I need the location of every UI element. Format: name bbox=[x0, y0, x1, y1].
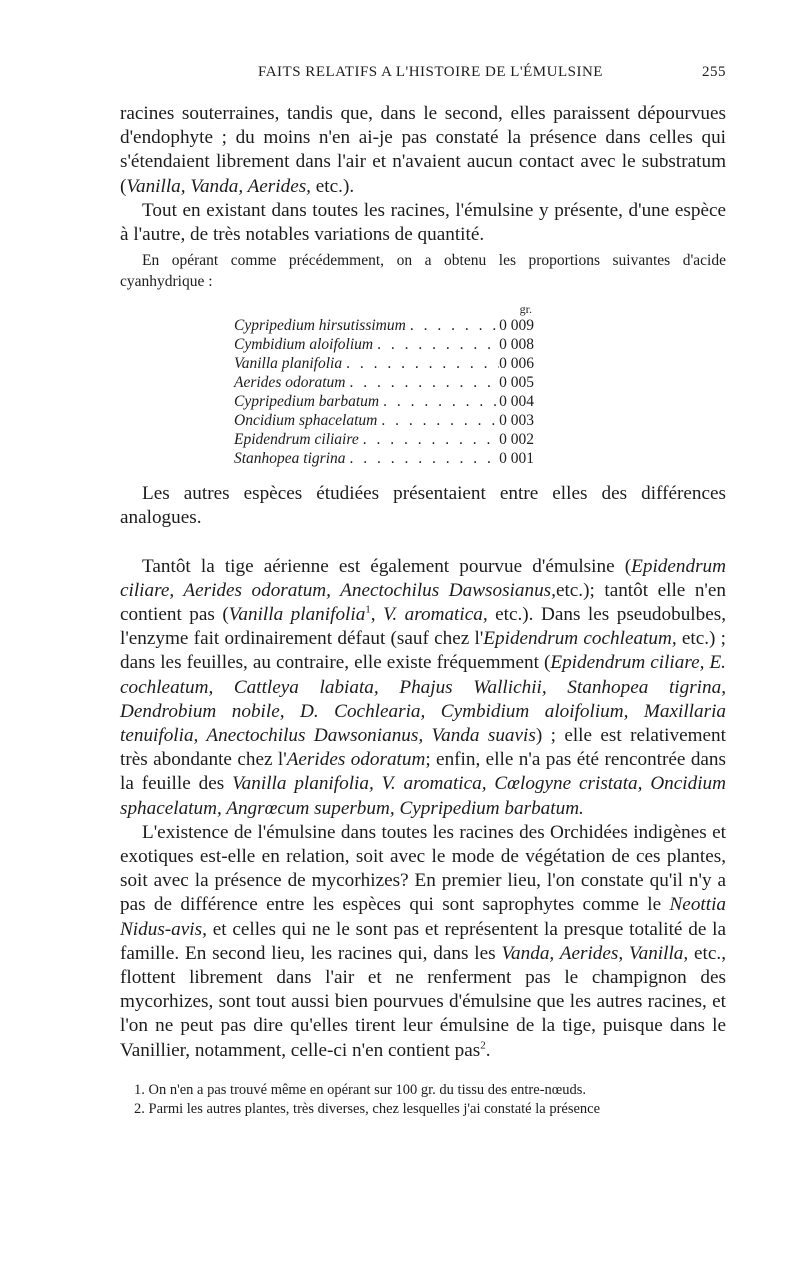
paragraph-proportions-intro: En opérant comme précédemment, on a obtenu les proportions suivantes d'acide cyanhydrique : bbox=[120, 252, 726, 290]
table-row bbox=[234, 430, 534, 449]
species-name: Vanilla planifolia bbox=[234, 355, 343, 373]
species-name: Stanhopea tigrina bbox=[234, 450, 346, 468]
species-name: Cypripedium barbatum bbox=[234, 393, 380, 411]
paragraph-continued: racines souterraines, tandis que, dans le second, elles paraissent dépourvues d'endophyte ; du moins n'en ai-je pas constaté la présence dans celles qui s'étendaient librement dans l'air et n'avaient aucun contact avec le substratum (Vanilla, Vanda, Aerides, etc.). bbox=[120, 103, 726, 197]
species-name: Cymbidium aloifolium bbox=[234, 336, 374, 354]
footnote-ref-2: 2 bbox=[480, 1039, 486, 1052]
paragraph-mycorhizes: L'existence de l'émulsine dans toutes les racines des Orchidées indigènes et exotiques est-elle en relation, soit avec le mode de végétation de ces plantes, soit avec la présence de mycorhizes? En premier lieu, l'on constate qu'il n'y a pas de différence entre les espèces qui sont saprophytes comme le Neottia Nidus-avis, et celles qui ne le sont pas et représentent la presque totalité de la famille. En second lieu, les racines qui, dans les Vanda, Aerides, Vanilla, etc., flottent librement dans l'air et ne renferment pas le champignon des mycorhizes, sont tout aussi bien pourvues d'émulsine que les autres racines, et l'on ne peut pas dire qu'elles tirent leur émulsine de la tige, puisque dans le Vanillier, notamment, celle-ci n'en contient pas$^2$. bbox=[120, 821, 726, 1061]
paragraph-stem-and-leaves: Tantôt la tige aérienne est également pourvue d'émulsine (Epidendrum ciliare, Aerides odoratum, Anectochilus Dawsosianus,etc.); tantôt elle n'en contient pas (Vanilla planifolia$^1$, V. aromatica, etc.). Dans les pseudobulbes, l'enzyme fait ordinairement défaut (sauf chez l'Epidendrum cochleatum, etc.) ; dans les feuilles, au contraire, elle existe fréquemment (Epidendrum ciliare, E. cochleatum, Cattleya labiata, Phajus Wallichii, Stanhopea tigrina, Dendrobium nobile, D. Cochlearia, Cymbidium aloifolium, Maxillaria tenuifolia, Anectochilus Dawsonianus, Vanda suavis) ; elle est relativement très abondante chez l'Aerides odoratum; enfin, elle n'a pas été rencontrée dans la feuille des Vanilla planifolia, V. aromatica, Cœlogyne cristata, Oncidium sphacelatum, Angrœcum superbum, Cypripedium barbatum. bbox=[120, 555, 726, 819]
table-row bbox=[234, 354, 534, 373]
table-row bbox=[234, 411, 534, 430]
species-value: 0 006 bbox=[499, 355, 534, 373]
header-title: FAITS RELATIFS A L'HISTOIRE DE L'ÉMULSINE bbox=[258, 64, 603, 80]
species-name: Cypripedium hirsutissimum bbox=[234, 317, 406, 335]
page-body bbox=[120, 102, 726, 1119]
table-row bbox=[234, 335, 534, 354]
table-unit: gr. bbox=[519, 302, 532, 317]
footnote-ref-1: 1 bbox=[365, 603, 371, 616]
species-name: Aerides odoratum bbox=[234, 374, 346, 392]
table-row bbox=[234, 392, 534, 411]
footnotes bbox=[120, 1081, 726, 1119]
species-value: 0 002 bbox=[499, 431, 534, 449]
species-value: 0 009 bbox=[499, 317, 534, 335]
species-name: Oncidium sphacelatum bbox=[234, 412, 378, 430]
species-value: 0 004 bbox=[499, 393, 534, 411]
table-row bbox=[234, 449, 534, 468]
species-value: 0 001 bbox=[499, 450, 534, 468]
paragraph-other-species: Les autres espèces étudiées présentaient entre elles des différences analogues. bbox=[120, 483, 726, 529]
footnote-2: 2. Parmi les autres plantes, très diverses, chez lesquelles j'ai constaté la présence bbox=[134, 1100, 601, 1117]
species-value: 0 008 bbox=[499, 336, 534, 354]
table-row bbox=[234, 316, 534, 335]
acid-proportions-table bbox=[234, 302, 534, 468]
footnote-1: 1. On n'en a pas trouvé même en opérant sur 100 gr. du tissu des entre-nœuds. bbox=[134, 1081, 587, 1098]
species-name: Epidendrum ciliaire bbox=[234, 431, 359, 449]
species-value: 0 005 bbox=[499, 374, 534, 392]
species-value: 0 003 bbox=[499, 412, 534, 430]
running-header bbox=[120, 64, 726, 88]
table-row bbox=[234, 373, 534, 392]
page-number: 255 bbox=[702, 64, 726, 80]
paragraph-variations: Tout en existant dans toutes les racines, l'émulsine y présente, d'une espèce à l'autre, de très notables variations de quantité. bbox=[120, 199, 726, 246]
